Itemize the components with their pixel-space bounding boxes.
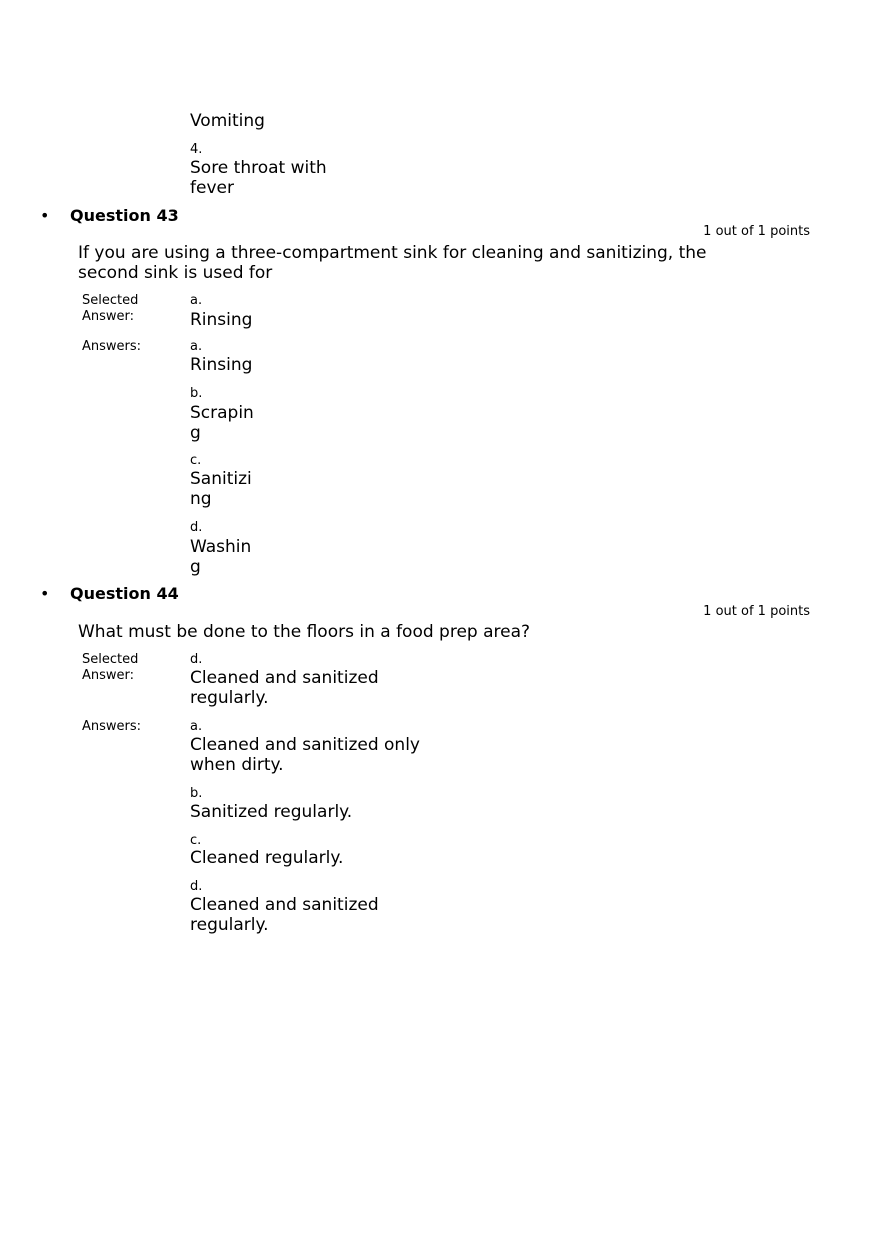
question-44-selected-label-line2: Answer: — [82, 668, 135, 683]
question-43-text-line1: If you are using a three-compartment sink for cleaning and sanitizing, the — [78, 243, 707, 263]
question-43-answer-d-line1: Washin — [190, 537, 252, 557]
question-43-selected-text: Rinsing — [190, 310, 253, 330]
question-44-answers-label: Answers: — [82, 719, 142, 734]
question-44-bullet: • — [40, 584, 50, 603]
question-43-answer-a-letter: a. — [190, 339, 203, 354]
question-43-answers-label: Answers: — [82, 339, 142, 354]
question-43-answer-c-line2: ng — [190, 489, 212, 509]
question-44-answer-b-line1: Sanitized regularly. — [190, 802, 353, 822]
previous-option-4-line2: fever — [190, 178, 234, 198]
question-44-selected-line1: Cleaned and sanitized — [190, 668, 379, 688]
question-44-answer-a-line2: when dirty. — [190, 755, 284, 775]
question-44-answer-c-line1: Cleaned regularly. — [190, 848, 344, 868]
question-43-answer-c-letter: c. — [190, 453, 202, 468]
question-44-answer-d-letter: d. — [190, 879, 203, 894]
question-43-selected-label-line2: Answer: — [82, 309, 135, 324]
question-44-selected-label-line1: Selected — [82, 652, 139, 667]
question-43-bullet: • — [40, 206, 50, 225]
previous-option-4-letter: 4. — [190, 142, 203, 157]
question-44-answer-b-letter: b. — [190, 786, 203, 801]
question-44-answer-d-line2: regularly. — [190, 915, 269, 935]
question-43-answer-c-line1: Sanitizi — [190, 469, 252, 489]
question-43-answer-b-line1: Scrapin — [190, 403, 254, 423]
question-43-answer-d-line2: g — [190, 557, 201, 577]
question-43-answer-b-line2: g — [190, 423, 201, 443]
question-43-title: Question 43 — [70, 206, 179, 225]
question-43-points: 1 out of 1 points — [703, 224, 810, 239]
question-43-answer-a-line1: Rinsing — [190, 355, 253, 375]
question-43-answer-b-letter: b. — [190, 386, 203, 401]
question-44-points: 1 out of 1 points — [703, 604, 810, 619]
question-43-text-line2: second sink is used for — [78, 263, 273, 283]
question-43-selected-letter: a. — [190, 293, 203, 308]
question-44-answer-a-line1: Cleaned and sanitized only — [190, 735, 420, 755]
question-44-answer-d-line1: Cleaned and sanitized — [190, 895, 379, 915]
question-44-answer-a-letter: a. — [190, 719, 203, 734]
previous-option-4-line1: Sore throat with — [190, 158, 327, 178]
question-43-answer-d-letter: d. — [190, 520, 203, 535]
previous-option-3-text: Vomiting — [190, 111, 265, 131]
question-44-title: Question 44 — [70, 584, 179, 603]
question-44-answer-c-letter: c. — [190, 833, 202, 848]
question-44-text-line1: What must be done to the floors in a food prep area? — [78, 622, 531, 642]
question-44-selected-line2: regularly. — [190, 688, 269, 708]
question-43-selected-label-line1: Selected — [82, 293, 139, 308]
question-44-selected-letter: d. — [190, 652, 203, 667]
